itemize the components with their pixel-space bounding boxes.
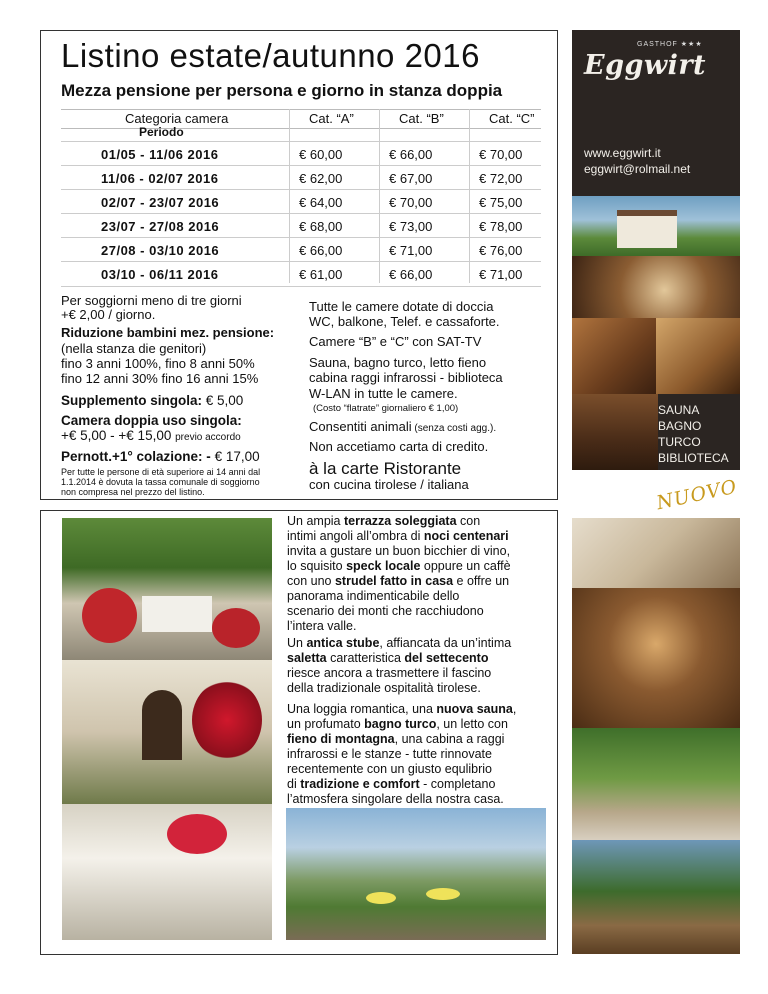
paragraph-line	[287, 717, 547, 732]
body-text: , un letto con	[436, 717, 508, 731]
body-text: recentemente con un giusto equlibrio	[287, 762, 492, 776]
body-text: infrarossi e le stanze - tutte rinnovate	[287, 747, 492, 761]
paragraph-line	[287, 666, 547, 681]
body-text: l’atmosfera singolare della nostra casa.	[287, 792, 504, 806]
credit-card-note: Non accetiamo carta di credito.	[309, 439, 489, 454]
price-cat-b: € 70,00	[389, 195, 433, 210]
body-text: Una loggia romantica, una	[287, 702, 437, 716]
body-text: un profumato	[287, 717, 365, 731]
price-cat-c: € 78,00	[479, 219, 523, 234]
loggia-photo	[572, 840, 740, 954]
paragraph-line	[287, 651, 547, 666]
paragraph-terrace	[287, 514, 547, 634]
highlight-text: strudel fatto in casa	[334, 574, 454, 588]
highlight-text: tradizione e comfort	[300, 777, 420, 791]
short-stay-fee: +€ 2,00 / giorno.	[61, 307, 156, 322]
highlight-text: fieno di montagna	[287, 732, 395, 746]
body-text: Un ampia	[287, 514, 344, 528]
price-cat-b: € 66,00	[389, 267, 433, 282]
wellness-item: TURCO	[658, 435, 701, 449]
children-discount: fino 3 anni 100%, fino 8 anni 50%	[61, 356, 255, 371]
stube-interior-photo	[572, 588, 740, 728]
body-text: , affiancata da un’intima	[379, 636, 512, 650]
wellness-item: BAGNO	[658, 419, 702, 433]
paragraph-line	[287, 514, 547, 529]
body-text: ,	[512, 702, 517, 716]
mountain-view-photo	[286, 808, 546, 940]
page-subtitle: Mezza pensione per persona e giorno in stanza doppia	[61, 81, 503, 100]
price-cat-b: € 71,00	[389, 243, 433, 258]
body-text: con uno	[287, 574, 335, 588]
body-text: intimi angoli all’ombra di	[287, 529, 424, 543]
wellness-item: SAUNA	[658, 403, 700, 417]
price-list-box	[40, 30, 558, 500]
table-row	[61, 189, 541, 214]
children-discount: fino 12 anni 30% fino 16 anni 15%	[61, 371, 259, 386]
price-cat-c: € 75,00	[479, 195, 523, 210]
email-link[interactable]: eggwirt@rolmail.net	[584, 162, 691, 176]
paragraph-line	[287, 589, 547, 604]
body-text: invita a gustare un buon bicchier di vino,	[287, 544, 511, 558]
table-shape	[142, 596, 212, 632]
double-single-title: Camera doppia uso singola:	[61, 413, 242, 428]
body-text: scenario dei monti che racchiudono	[287, 604, 484, 618]
body-text: , una cabina a raggi	[394, 732, 505, 746]
price-cat-b: € 73,00	[389, 219, 433, 234]
paragraph-stube	[287, 636, 547, 696]
price-cat-c: € 70,00	[479, 147, 523, 162]
restaurant-title: à la carte Ristorante	[309, 459, 462, 478]
body-text: oppure un caffè	[420, 559, 511, 573]
body-text: con	[456, 514, 481, 528]
highlight-text: bagno turco	[364, 717, 437, 731]
highlight-text: noci centenari	[423, 529, 509, 543]
paragraph-wellness	[287, 702, 547, 807]
body-text: caratteristica	[326, 651, 405, 665]
wellness-item: BIBLIOTECA	[658, 451, 729, 465]
hotel-exterior-photo	[572, 196, 740, 256]
cuisine-note: con cucina tirolese / italiana	[309, 477, 469, 492]
price-cat-a: € 64,00	[299, 195, 343, 210]
paragraph-line	[287, 747, 547, 762]
price-cat-c: € 72,00	[479, 171, 523, 186]
website-link[interactable]: www.eggwirt.it	[584, 146, 661, 160]
rooms-note: Tutte le camere dotate di doccia	[309, 299, 494, 314]
red-maple-shape	[192, 680, 262, 760]
paragraph-line	[287, 529, 547, 544]
table-row	[61, 237, 541, 262]
overnight-breakfast	[61, 449, 260, 464]
paragraph-line	[287, 559, 547, 574]
gasthof-label: GASTHOF ★★★	[637, 41, 703, 48]
row-period: 03/10 - 06/11 2016	[101, 267, 219, 282]
sat-tv-note: Camere “B” e “C” con SAT-TV	[309, 334, 482, 349]
flatrate-note: (Costo “flatrate” giornaliero € 1,00)	[313, 403, 459, 414]
price-cat-c: € 71,00	[479, 267, 523, 282]
hotel-building-shape	[617, 210, 677, 248]
page-title: Listino estate/autunno 2016	[61, 37, 480, 74]
highlight-text: saletta	[287, 651, 327, 665]
body-text: - completano	[419, 777, 496, 791]
double-single-value: +€ 5,00 - +€ 15,00	[61, 428, 172, 443]
header-cat-b: Cat. “B”	[399, 111, 444, 126]
paragraph-line	[287, 732, 547, 747]
tax-note: 1.1.2014 è dovuta la tassa comunale di soggiorno	[61, 477, 260, 487]
single-supplement	[61, 393, 243, 408]
wellness-label	[658, 402, 729, 466]
children-note: (nella stanza die genitori)	[61, 341, 207, 356]
umbrella-shape	[426, 888, 460, 900]
paragraph-line	[287, 619, 547, 634]
double-single-price	[61, 428, 241, 445]
terrace-photo	[572, 728, 740, 840]
pets-note	[309, 419, 496, 436]
header-category: Categoria camera	[125, 111, 229, 126]
body-text: riesce ancora a trasmettere il fascino	[287, 666, 492, 680]
overnight-title: Pernott.+1° colazione: -	[61, 449, 211, 464]
period-label: Periodo	[139, 125, 184, 139]
price-cat-b: € 67,00	[389, 171, 433, 186]
flowers-shape	[167, 814, 227, 854]
body-text: panorama indimenticabile dello	[287, 589, 460, 603]
paragraph-line	[287, 762, 547, 777]
wellness-note: Sauna, bagno turco, letto fieno	[309, 355, 487, 370]
entrance-photo	[62, 660, 272, 804]
paragraph-line	[287, 702, 547, 717]
row-period: 02/07 - 23/07 2016	[101, 195, 220, 210]
garden-terrace-photo	[62, 518, 272, 660]
room-photo	[572, 256, 740, 318]
children-title: Riduzione bambini mez. pensione:	[61, 325, 275, 340]
paragraph-line	[287, 544, 547, 559]
nuovo-label: NUOVO	[654, 475, 740, 515]
umbrella-shape	[366, 892, 396, 904]
price-cat-a: € 62,00	[299, 171, 343, 186]
double-single-note: previo accordo	[175, 432, 241, 443]
table-row	[61, 213, 541, 238]
price-cat-a: € 68,00	[299, 219, 343, 234]
red-chair-shape	[82, 588, 137, 643]
row-period: 01/05 - 11/06 2016	[101, 147, 219, 162]
highlight-text: speck locale	[346, 559, 421, 573]
price-cat-c: € 76,00	[479, 243, 523, 258]
price-cat-a: € 60,00	[299, 147, 343, 162]
red-chair-shape	[212, 608, 260, 648]
row-period: 11/06 - 02/07 2016	[101, 171, 219, 186]
row-period: 23/07 - 27/08 2016	[101, 219, 220, 234]
single-title: Supplemento singola:	[61, 393, 203, 408]
paragraph-line	[287, 681, 547, 696]
body-text: Un	[287, 636, 307, 650]
library-photo	[572, 394, 658, 470]
dining-table-photo	[62, 804, 272, 940]
pets-label: Consentiti animali	[309, 419, 412, 434]
highlight-text: antica stube	[306, 636, 380, 650]
highlight-text: del settecento	[404, 651, 489, 665]
stube-photo	[572, 318, 656, 394]
tax-note: non compresa nel prezzo del listino.	[61, 487, 205, 497]
body-text: l’intera valle.	[287, 619, 357, 633]
wlan-note: W-LAN in tutte le camere.	[309, 386, 458, 401]
short-stay-note: Per soggiorni meno di tre giorni	[61, 293, 242, 308]
pets-extra: (senza costi agg.).	[411, 423, 497, 434]
price-cat-a: € 61,00	[299, 267, 343, 282]
highlight-text: nuova sauna	[436, 702, 513, 716]
body-text: e offre un	[453, 574, 510, 588]
sauna-photo	[656, 318, 740, 394]
header-cat-a: Cat. “A”	[309, 111, 354, 126]
row-period: 27/08 - 03/10 2016	[101, 243, 220, 258]
new-room-photo	[572, 518, 740, 588]
body-text: di	[287, 777, 301, 791]
table-row	[61, 141, 541, 166]
arched-door-shape	[142, 690, 182, 760]
paragraph-line	[287, 777, 547, 792]
body-text: della tradizionale ospitalità tirolese.	[287, 681, 481, 695]
rooms-note: WC, balkone, Telef. e cassaforte.	[309, 314, 500, 329]
paragraph-line	[287, 574, 547, 589]
table-row	[61, 165, 541, 190]
single-value: € 5,00	[202, 393, 244, 408]
paragraph-line	[287, 604, 547, 619]
eggwirt-logo: Eggwirt	[584, 50, 707, 81]
paragraph-line	[287, 636, 547, 651]
body-text: lo squisito	[287, 559, 347, 573]
header-cat-c: Cat. “C”	[489, 111, 535, 126]
wellness-note: cabina raggi infrarossi - biblioteca	[309, 370, 503, 385]
tax-note: Per tutte le persone di età superiore ai 14 anni dal	[61, 467, 261, 477]
table-row	[61, 261, 541, 287]
price-cat-b: € 66,00	[389, 147, 433, 162]
highlight-text: terrazza soleggiata	[343, 514, 457, 528]
paragraph-line	[287, 792, 547, 807]
overnight-value: € 17,00	[210, 449, 260, 464]
price-cat-a: € 66,00	[299, 243, 343, 258]
